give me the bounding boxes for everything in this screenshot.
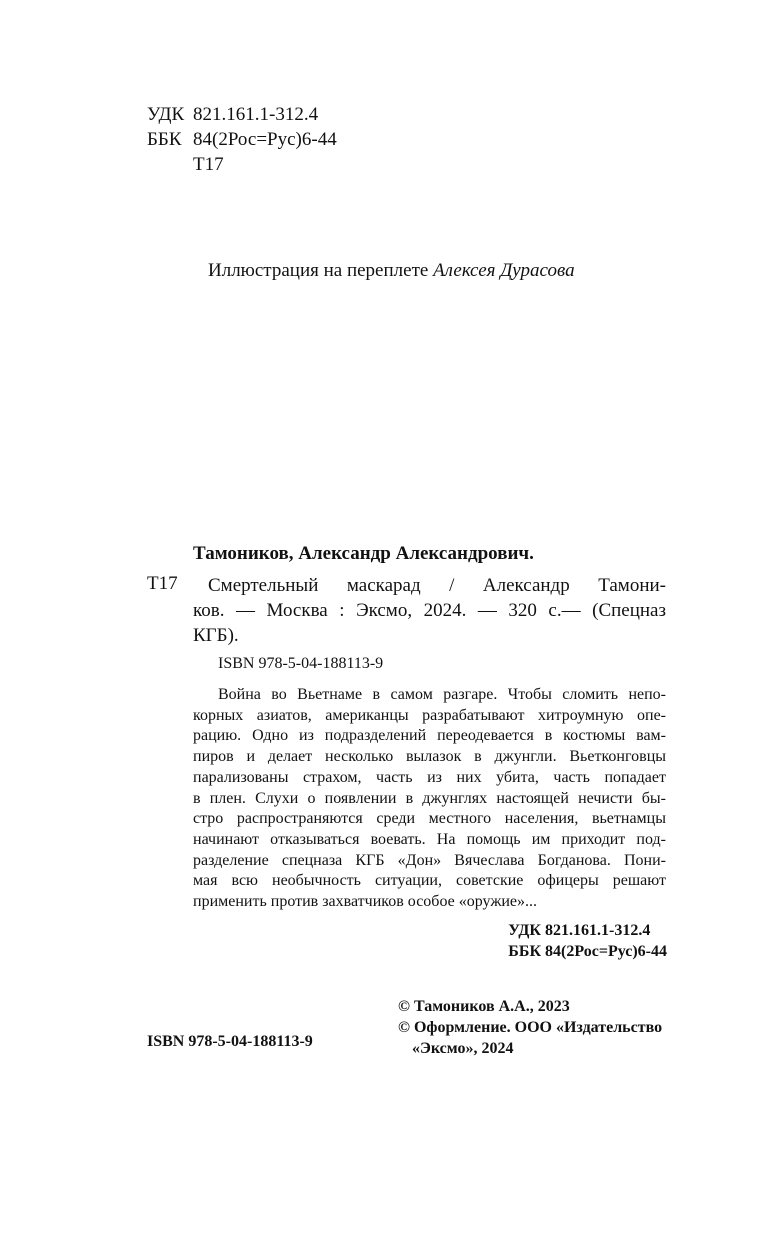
biblio-line: Смертельный маскарад / Александр Тамони- <box>208 575 666 596</box>
annotation-line: применить против захватчиков особое «оружие»... <box>193 893 538 911</box>
bbk-value: 84(2Рос=Рус)6-44 <box>193 129 337 150</box>
annotation-line: Война во Вьетнаме в самом разгаре. Чтобы сломить непо- <box>218 686 666 703</box>
annotation-line: рацию. Одно из подразделений переодевается в костюмы вам- <box>193 727 666 745</box>
annotation-line: стро распространяются среди местного населения, вьетнамцы <box>193 810 666 828</box>
udk-label: УДК <box>147 104 185 125</box>
classification-codes <box>147 102 337 177</box>
annotation-line: мая всю необычность ситуации, советские офицеры решают <box>193 872 666 890</box>
copyright-design-cont: «Эксмо», 2024 <box>412 1040 514 1057</box>
annotation-line: начинают отказываться воевать. На помощь им приходит под- <box>193 830 666 848</box>
copyright-design: © Оформление. ООО «Издательство <box>398 1019 663 1036</box>
annotation-line: парализованы страхом, часть из них убита, часть попадает <box>193 768 666 786</box>
biblio-line: КГБ). <box>193 625 239 646</box>
udk-value: 821.161.1-312.4 <box>193 104 319 125</box>
illustration-credit <box>208 260 575 282</box>
annotation-line: разделение спецназа КГБ «Дон» Вячеслава Богданова. Пони- <box>193 851 666 869</box>
annotation-line: в плен. Слухи о появлении в джунглях настоящей нечисти бы- <box>193 789 666 807</box>
annotation <box>193 685 666 913</box>
record-mark: Т17 <box>147 573 178 594</box>
record-isbn: ISBN 978-5-04-188113-9 <box>218 655 384 672</box>
copyright-block <box>398 996 662 1059</box>
annotation-line: пиров и делает несколько вылазок в джунгли. Вьетконговцы <box>193 748 666 766</box>
biblio-line: ков. — Москва : Эксмо, 2024. — 320 с.— (Спецназ <box>193 600 666 621</box>
isbn-bold: ISBN 978-5-04-188113-9 <box>147 1033 313 1050</box>
bibliographic-description <box>193 573 666 648</box>
copyright-author: © Тамоников А.А., 2023 <box>398 998 570 1015</box>
illustration-prefix: Иллюстрация на переплете <box>208 260 434 281</box>
bbk-bold: ББК 84(2Рос=Рус)6-44 <box>508 943 667 960</box>
illustration-artist: Алексея Дурасова <box>433 260 575 281</box>
udk-bold: УДК 821.161.1-312.4 <box>508 922 651 939</box>
bbk-label: ББК <box>147 129 182 150</box>
author-mark: Т17 <box>193 154 224 175</box>
record-author: Тамоников, Александр Александрович. <box>193 543 534 564</box>
classification-codes-bold <box>508 920 667 962</box>
annotation-line: корных азиатов, американцы разрабатывают хитроумную опе- <box>193 706 666 724</box>
